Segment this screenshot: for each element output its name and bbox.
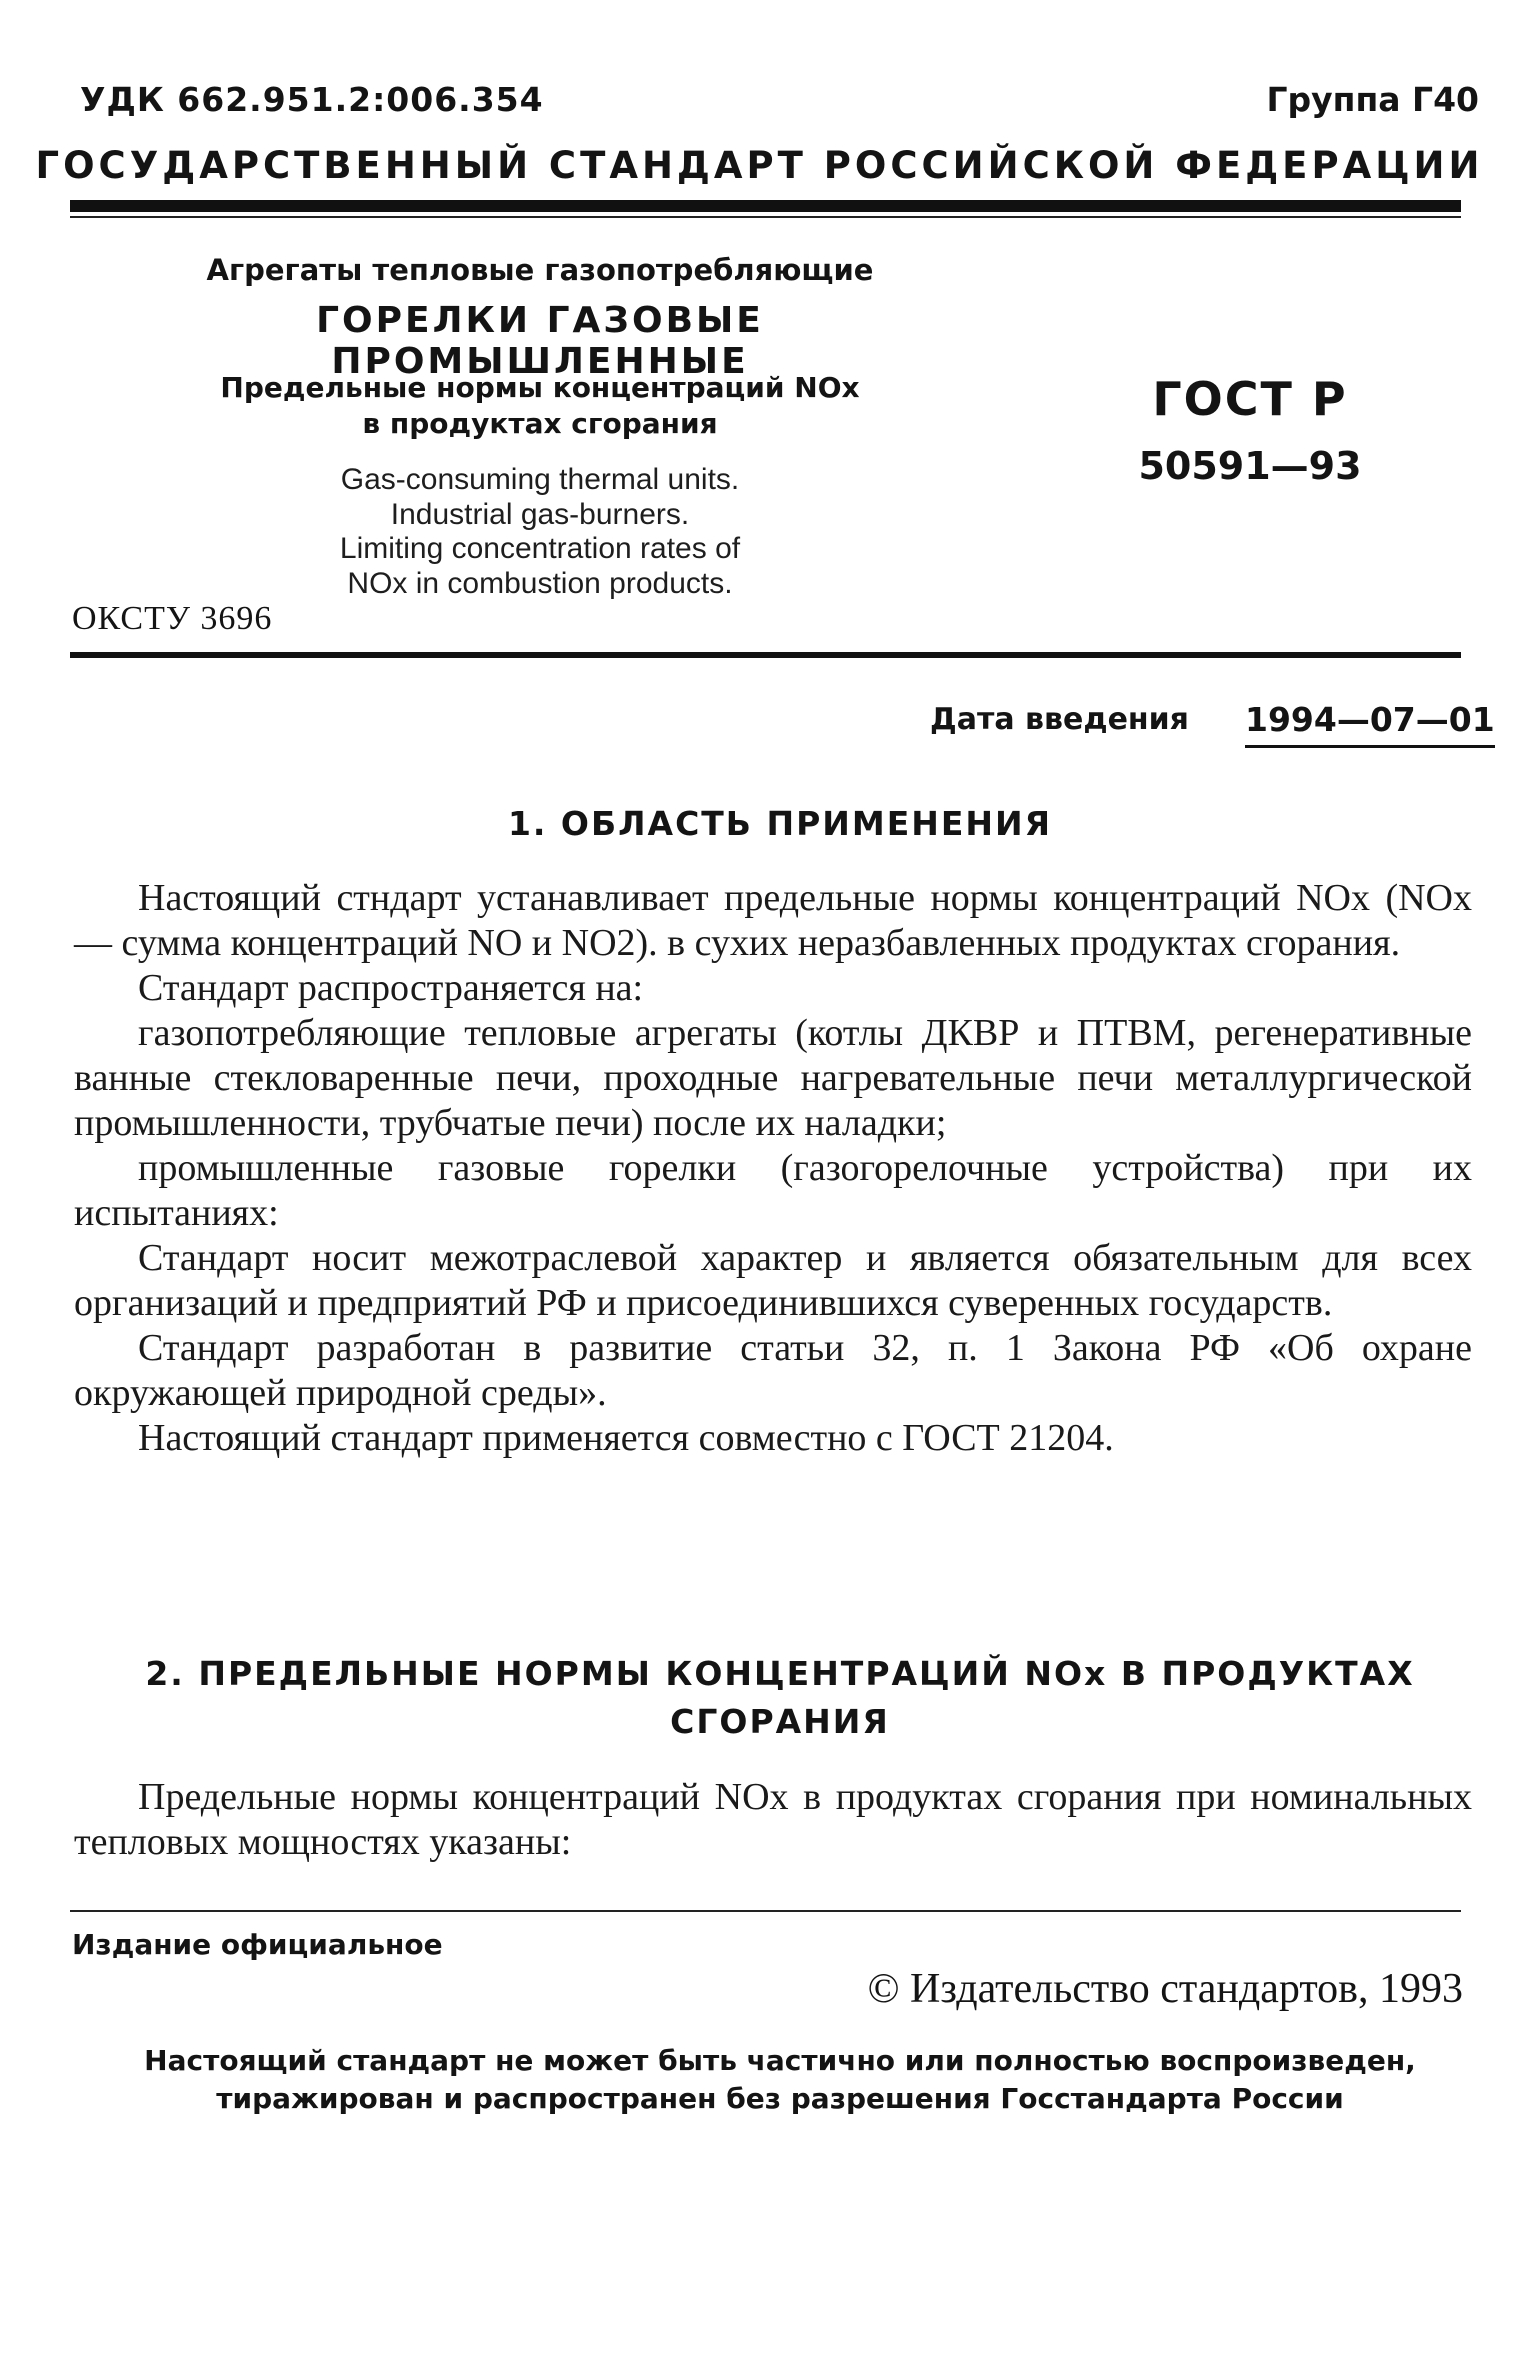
section-1-paragraph: Стандарт носит межотраслевой характер и является обязательным для всех организаций и предприятий РФ и присоединившихся суверенных государств. [74,1237,1472,1324]
notice-line-2: тиражирован и распространен без разрешения Госстандарта России [216,2081,1344,2115]
english-line-2: Industrial gas-burners. [390,497,690,531]
section-2-title-line-2: СГОРАНИЯ [670,1701,890,1741]
section-1-paragraph: Настоящий стандарт применяется совместно с ГОСТ 21204. [138,1417,1114,1459]
official-edition-label: Издание официальное [72,1928,443,1961]
title-block-rule [70,652,1461,658]
udk-code: УДК 662.951.2:006.354 [80,80,544,119]
document-subject: Агрегаты тепловые газопотребляющие [206,253,874,287]
okstu-code: ОКСТУ 3696 [72,600,273,637]
header-thick-rule [70,200,1461,212]
section-1-paragraph: Настоящий стндарт устанавливает предельные нормы концентраций NOx (NOx — сумма концентраций NO и NO2). в сухих неразбавленных продуктах сгорания. [74,877,1472,964]
notice-line-1: Настоящий стандарт не может быть частично или полностью воспроизведен, [144,2044,1416,2077]
footer-rule [70,1910,1461,1912]
document-title: ГОРЕЛКИ ГАЗОВЫЕ ПРОМЫШЛЕННЫЕ [316,300,764,382]
section-2-paragraph: Предельные нормы концентраций NOx в продуктах сгорания при номинальных тепловых мощностях указаны: [74,1776,1472,1863]
section-2-title-line-1: 2. ПРЕДЕЛЬНЫЕ НОРМЫ КОНЦЕНТРАЦИЙ NOx В ПРОДУКТАХ [145,1654,1415,1693]
gost-number: 50591—93 [1138,444,1362,488]
subtitle-line-1: Предельные нормы концентраций NOx [220,371,860,404]
effective-date-value: 1994—07—01 [1245,700,1495,748]
state-standard-heading: ГОСУДАРСТВЕННЫЙ СТАНДАРТ РОССИЙСКОЙ ФЕДЕРАЦИИ [35,144,1484,187]
section-1-paragraph: промышленные газовые горелки (газогорелочные устройства) при их испытаниях: [74,1147,1472,1234]
document-subtitle [170,370,910,442]
header-thin-rule [70,216,1461,218]
section-2-body [74,1775,1472,1865]
reproduction-notice [60,2042,1500,2118]
effective-date-label: Дата введения [930,702,1189,737]
section-2-title [60,1650,1500,1746]
english-line-3: Limiting concentration rates of [339,532,741,565]
section-1-paragraph: газопотребляющие тепловые агрегаты (котлы ДКВР и ПТВМ, регенеративные ванные стекловаренные печи, проходные нагревательные печи металлургической промышленности, трубчатые печи) после их наладки; [74,1012,1472,1144]
copyright-line: © Издательство стандартов, 1993 [867,1966,1463,2012]
section-1-title: 1. ОБЛАСТЬ ПРИМЕНЕНИЯ [507,804,1053,843]
english-title [170,463,910,601]
section-1-paragraph: Стандарт разработан в развитие статьи 32, п. 1 Закона РФ «Об охране окружающей природной среды». [74,1327,1472,1414]
section-1-body [74,876,1472,1461]
group-code: Группа Г40 [1266,80,1479,119]
english-line-1: Gas-consuming thermal units. [340,463,740,496]
gost-label: ГОСТ Р [1152,372,1348,426]
section-1-paragraph: Стандарт распространяется на: [138,967,644,1009]
english-line-4: NOx in combustion products. [347,566,733,600]
subtitle-line-2: в продуктах сгорания [362,406,718,440]
